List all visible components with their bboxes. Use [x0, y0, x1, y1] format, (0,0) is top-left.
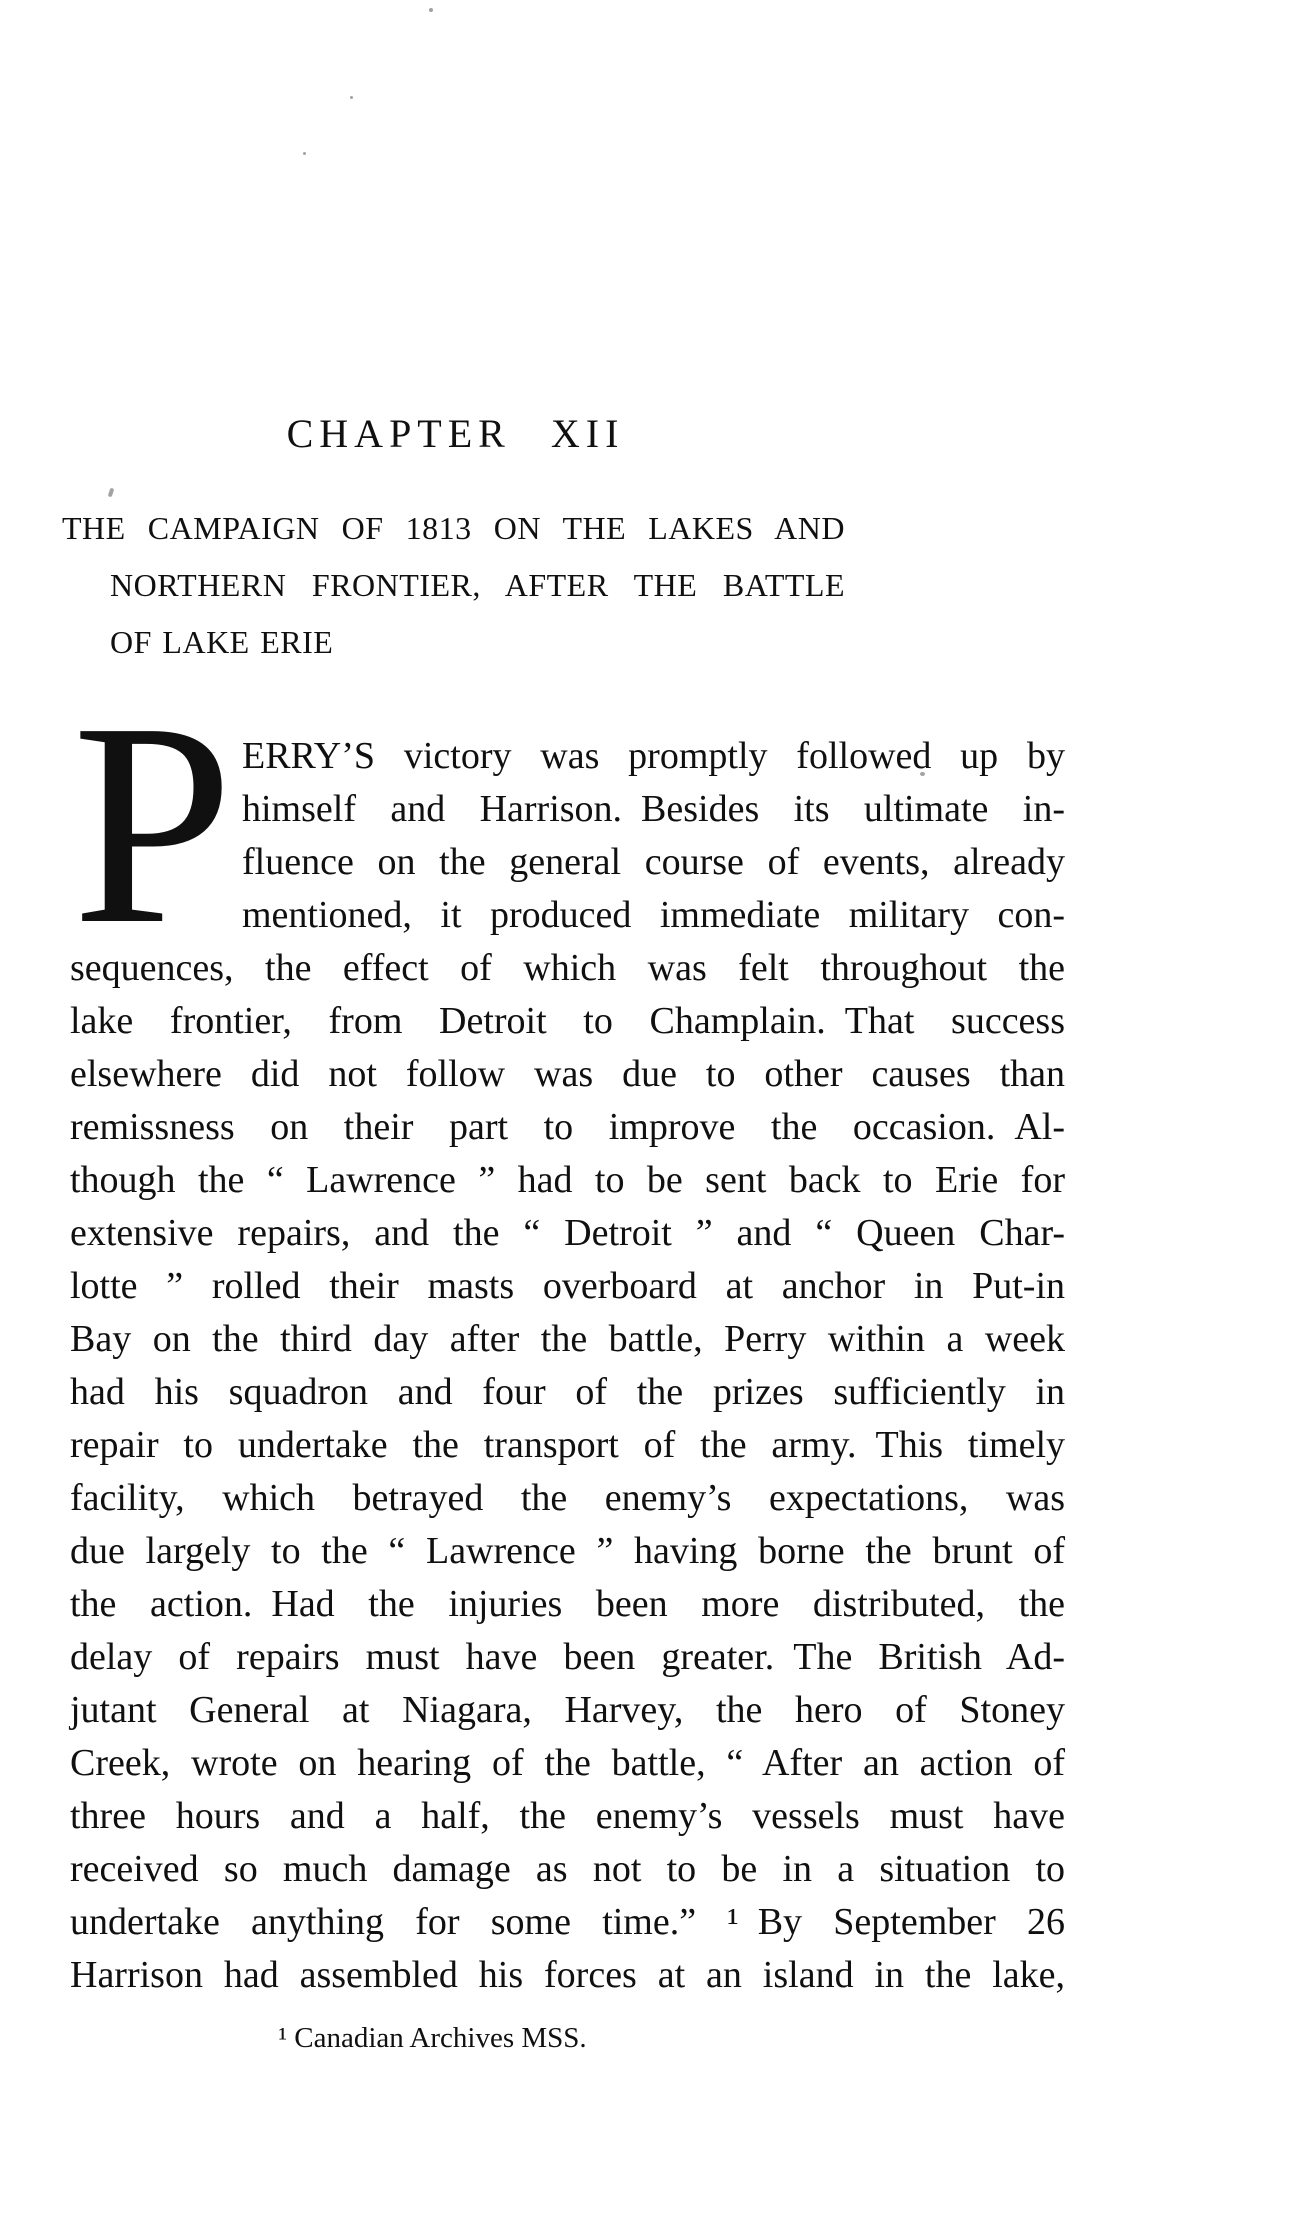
- body-text-line: three hours and a half, the enemy’s vessels must have: [70, 1795, 1065, 1837]
- chapter-subtitle-line: OF LAKE ERIE: [110, 624, 334, 660]
- chapter-subtitle-line: THE CAMPAIGN OF 1813 ON THE LAKES AND: [62, 510, 845, 546]
- body-text-line: elsewhere did not follow was due to other causes than: [70, 1053, 1065, 1095]
- body-text-line: undertake anything for some time.” ¹ By September 26: [70, 1901, 1065, 1943]
- body-text-line: lotte ” rolled their masts overboard at anchor in Put-in: [70, 1265, 1065, 1307]
- body-text-line: Bay on the third day after the battle, Perry within a week: [70, 1318, 1065, 1360]
- body-text-line: lake frontier, from Detroit to Champlain. That success: [70, 1000, 1065, 1042]
- body-text-line: Creek, wrote on hearing of the battle, “ After an action of: [70, 1742, 1065, 1784]
- body-text-line: received so much damage as not to be in a situation to: [70, 1848, 1065, 1890]
- scan-speck: [429, 8, 433, 12]
- body-text-line: sequences, the effect of which was felt throughout the: [70, 947, 1065, 989]
- chapter-subtitle: [62, 500, 845, 671]
- body-text-line: delay of repairs must have been greater. The British Ad-: [70, 1636, 1065, 1678]
- body-text-line: Harrison had assembled his forces at an island in the lake,: [70, 1954, 1065, 1996]
- body-text-line: due largely to the “ Lawrence ” having borne the brunt of: [70, 1530, 1065, 1572]
- body-text-line: mentioned, it produced immediate military con-: [242, 894, 1065, 936]
- footnote: ¹ Canadian Archives MSS.: [278, 2022, 587, 2054]
- body-text-line: himself and Harrison. Besides its ultimate in-: [242, 788, 1065, 830]
- body-text-line: facility, which betrayed the enemy’s expectations, was: [70, 1477, 1065, 1519]
- body-paragraph: [70, 663, 1065, 2002]
- body-text-line: fluence on the general course of events, already: [242, 841, 1065, 883]
- body-text-line: jutant General at Niagara, Harvey, the hero of Stoney: [70, 1689, 1065, 1731]
- drop-cap-letter: P: [72, 663, 234, 984]
- body-text-line: though the “ Lawrence ” had to be sent back to Erie for: [70, 1159, 1065, 1201]
- body-text-line: repair to undertake the transport of the army. This timely: [70, 1424, 1065, 1466]
- body-text-line: had his squadron and four of the prizes sufficiently in: [70, 1371, 1065, 1413]
- body-text-line: ERRY’S victory was promptly followed up by: [242, 735, 1065, 777]
- chapter-subtitle-line: NORTHERN FRONTIER, AFTER THE BATTLE: [110, 567, 845, 603]
- body-text-line: extensive repairs, and the “ Detroit ” and “ Queen Char-: [70, 1212, 1065, 1254]
- scan-speck: [108, 488, 115, 498]
- chapter-heading: CHAPTER XII: [286, 411, 625, 456]
- body-text-line: remissness on their part to improve the occasion. Al-: [70, 1106, 1065, 1148]
- scan-speck: [303, 152, 306, 155]
- body-text-line: the action. Had the injuries been more distributed, the: [70, 1583, 1065, 1625]
- scan-speck: [350, 96, 353, 99]
